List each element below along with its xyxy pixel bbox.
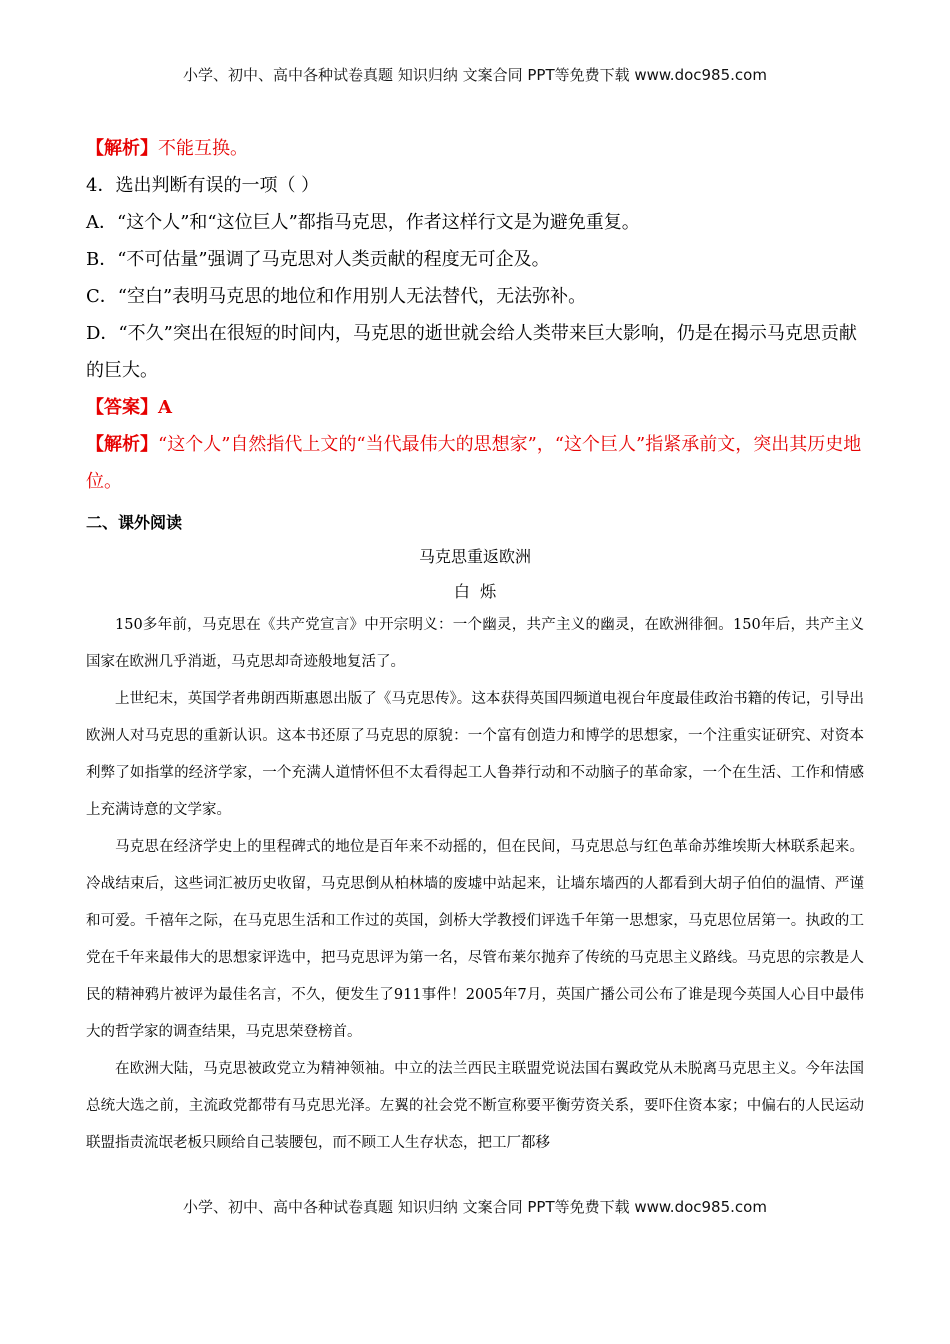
analysis-1-label: 【解析】 [86, 138, 158, 159]
question-4-analysis [86, 426, 864, 500]
question-4-stem: 4．选出判断有误的一项（ ） [86, 175, 320, 196]
page-header-banner: 小学、初中、高中各种试卷真题 知识归纳 文案合同 PPT等免费下载 www.doc985.com [183, 66, 767, 84]
question-4-option-a: A．“这个人”和“这位巨人”都指马克思，作者这样行文是为避免重复。 [86, 212, 640, 233]
question-4-answer [86, 389, 864, 426]
article-body [86, 607, 864, 1162]
analysis-1 [86, 130, 864, 167]
question-4-option-d: D．“不久”突出在很短的时间内，马克思的逝世就会给人类带来巨大影响，仍是在揭示马克思贡献的巨大。 [86, 323, 857, 381]
section-heading: 二、课外阅读 [86, 513, 183, 532]
article-paragraph: 上世纪末，英国学者弗朗西斯惠恩出版了《马克思传》。这本获得英国四频道电视台年度最佳政治书籍的传记，引导出欧洲人对马克思的重新认识。这本书还原了马克思的原貌：一个富有创造力和博学的思想家，一个注重实证研究、对资本利弊了如指掌的经济学家，一个充满人道情怀但不太看得起工人鲁莽行动和不动脑子的革命家，一个在生活、工作和情感上充满诗意的文学家。 [86, 691, 864, 818]
question-4-option-c: C．“空白”表明马克思的地位和作用别人无法替代，无法弥补。 [86, 286, 587, 307]
article-author: 白 烁 [453, 582, 497, 601]
article-title: 马克思重返欧洲 [418, 547, 531, 566]
answer-value: A [158, 397, 172, 418]
analysis-label: 【解析】 [86, 434, 158, 455]
article-paragraph: 马克思在经济学史上的里程碑式的地位是百年来不动摇的，但在民间，马克思总与红色革命苏维埃斯大林联系起来。冷战结束后，这些词汇被历史收留，马克思倒从柏林墙的废墟中站起来，让墙东墙西的人都看到大胡子伯伯的温情、严谨和可爱。千禧年之际，在马克思生活和工作过的英国，剑桥大学教授们评选千年第一思想家，马克思位居第一。执政的工党在千年来最伟大的思想家评选中，把马克思评为第一名，尽管布莱尔抛弃了传统的马克思主义路线。马克思的宗教是人民的精神鸦片被评为最佳名言，不久，便发生了911事件！2005年7月，英国广播公司公布了谁是现今英国人心目中最伟大的哲学家的调查结果，马克思荣登榜首。 [86, 839, 864, 1040]
page-footer-banner: 小学、初中、高中各种试卷真题 知识归纳 文案合同 PPT等免费下载 www.doc985.com [183, 1198, 767, 1216]
answer-label: 【答案】 [86, 397, 158, 418]
question-4 [86, 167, 864, 500]
question-4-option-b: B．“不可估量”强调了马克思对人类贡献的程度无可企及。 [86, 249, 550, 270]
analysis-1-text: 不能互换。 [158, 138, 248, 159]
article-paragraph: 150多年前，马克思在《共产党宣言》中开宗明义：一个幽灵，共产主义的幽灵，在欧洲徘徊。150年后，共产主义国家在欧洲几乎消逝，马克思却奇迹般地复活了。 [86, 617, 864, 670]
analysis-text: “这个人”自然指代上文的“当代最伟大的思想家”，“这个巨人”指紧承前文，突出其历史地位。 [86, 434, 862, 492]
article-paragraph: 在欧洲大陆，马克思被政党立为精神领袖。中立的法兰西民主联盟党说法国右翼政党从未脱离马克思主义。今年法国总统大选之前，主流政党都带有马克思光泽。左翼的社会党不断宣称要平衡劳资关系，要吓住资本家；中偏右的人民运动联盟指责流氓老板只顾给自己装腰包，而不顾工人生存状态，把工厂都移 [86, 1061, 864, 1151]
